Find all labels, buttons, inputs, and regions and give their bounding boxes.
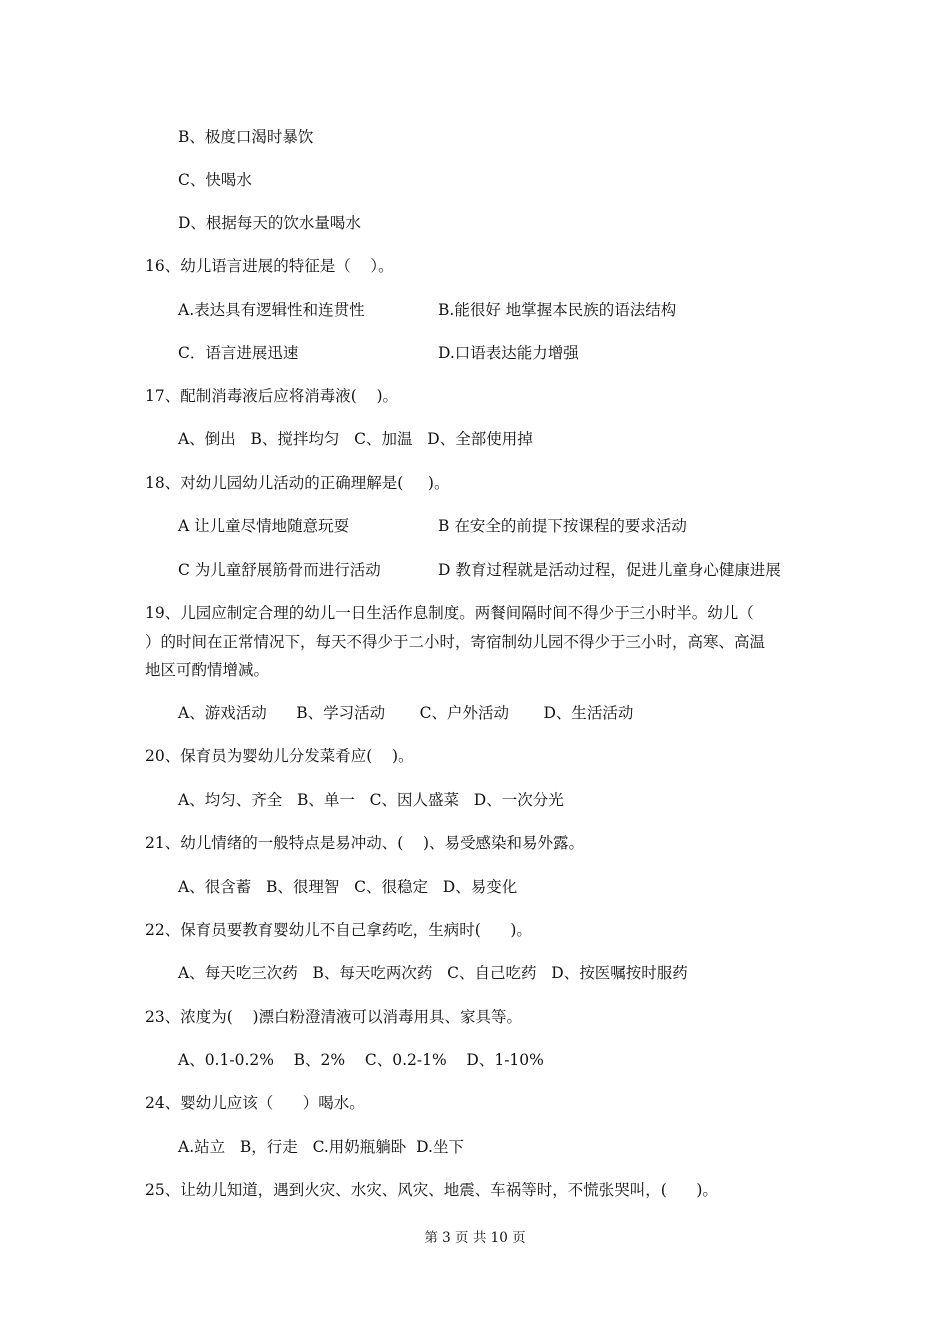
question-19-line-3: 地区可酌情增减。 xyxy=(145,661,270,679)
question-20: 20、保育员为婴幼儿分发菜肴应( )。 xyxy=(145,747,414,765)
question-16: 16、幼儿语言进展的特征是（ ）。 xyxy=(145,257,394,275)
q18-option-c: C 为儿童舒展筋骨而进行活动 xyxy=(178,561,381,579)
question-24: 24、婴幼儿应该（ ）喝水。 xyxy=(145,1094,365,1112)
q19-options: A、游戏活动 B、学习活动 C、户外活动 D、生活活动 xyxy=(178,704,634,722)
question-18: 18、对幼儿园幼儿活动的正确理解是( )。 xyxy=(145,474,450,492)
page-footer: 第 3 页 共 10 页 xyxy=(424,1230,526,1246)
question-22: 22、保育员要教育婴幼儿不自己拿药吃，生病时( )。 xyxy=(145,921,532,939)
option-b-text: B、极度口渴时暴饮 xyxy=(178,128,314,146)
q24-options: A.站立 B，行走 C.用奶瓶躺卧 D.坐下 xyxy=(178,1138,464,1156)
question-25: 25、让幼儿知道，遇到火灾、水灾、风灾、地震、车祸等时，不慌张哭叫，( )。 xyxy=(145,1181,718,1199)
q16-option-c: C．语言进展迅速 xyxy=(178,344,299,362)
question-17: 17、配制消毒液后应将消毒液( )。 xyxy=(145,387,399,405)
q18-option-a: A 让儿童尽情地随意玩耍 xyxy=(178,517,350,535)
q23-options: A、0.1-0.2% B、2% C、0.2-1% D、1-10% xyxy=(178,1051,544,1069)
q18-option-d: D 教育过程就是活动过程，促进儿童身心健康进展 xyxy=(438,561,781,579)
question-19-line-1: 19、儿园应制定合理的幼儿一日生活作息制度。两餐间隔时间不得少于三小时半。幼儿（ xyxy=(145,604,754,622)
q22-options: A、每天吃三次药 B、每天吃两次药 C、自己吃药 D、按医嘱按时服药 xyxy=(178,964,688,982)
q17-options: A、倒出 B、搅拌均匀 C、加温 D、全部使用掉 xyxy=(178,430,533,448)
question-21: 21、幼儿情绪的一般特点是易冲动、( )、易受感染和易外露。 xyxy=(145,834,585,852)
q16-option-a: A.表达具有逻辑性和连贯性 xyxy=(178,301,365,319)
q16-option-b: B.能很好 地掌握本民族的语法结构 xyxy=(438,301,677,319)
q18-option-b: B 在安全的前提下按课程的要求活动 xyxy=(438,517,687,535)
option-d-text: D、根据每天的饮水量喝水 xyxy=(178,214,361,232)
q20-options: A、均匀、齐全 B、单一 C、因人盛菜 D、一次分光 xyxy=(178,791,564,809)
option-c-text: C、快喝水 xyxy=(178,171,252,189)
question-23: 23、浓度为( )漂白粉澄清液可以消毒用具、家具等。 xyxy=(145,1008,523,1026)
q16-option-d: D.口语表达能力增强 xyxy=(438,344,579,362)
question-19-line-2: ）的时间在正常情况下，每天不得少于二小时，寄宿制幼儿园不得少于三小时，高寒、高温 xyxy=(145,633,766,651)
q21-options: A、很含蓄 B、很理智 C、很稳定 D、易变化 xyxy=(178,878,518,896)
